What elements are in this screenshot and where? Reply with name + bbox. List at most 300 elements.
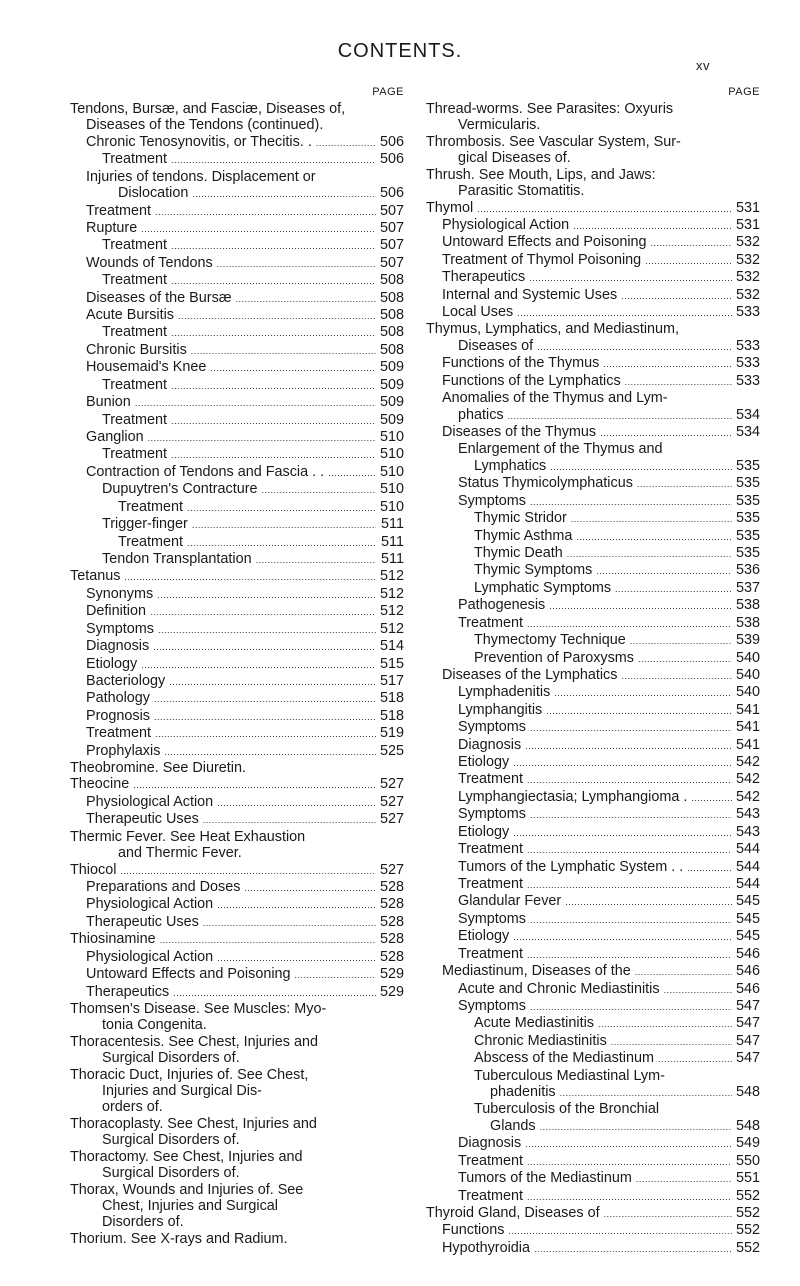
entry-text: phatics (458, 406, 504, 423)
dot-leader (550, 458, 732, 475)
entry-text: Symptoms (458, 997, 526, 1014)
toc-entry (70, 117, 404, 133)
entry-text: Thymol (426, 199, 474, 216)
contents-column-left (70, 84, 404, 1247)
entry-text: Untoward Effects and Poisoning (442, 234, 647, 251)
toc-entry (426, 493, 760, 510)
toc-entry (426, 373, 760, 390)
toc-entry (70, 586, 404, 603)
dot-leader (171, 151, 376, 168)
toc-entry (426, 911, 760, 928)
entry-page-number: 552 (735, 1239, 760, 1256)
dot-leader (178, 307, 376, 324)
toc-entry (70, 1083, 404, 1099)
toc-entry (426, 789, 760, 806)
toc-entry (426, 597, 760, 614)
dot-leader (295, 966, 376, 983)
toc-entry (426, 1170, 760, 1187)
entry-text: Diseases of the Tendons (continued). (86, 117, 324, 134)
dot-leader (171, 446, 376, 463)
entry-text: Thiosinamine (70, 931, 156, 948)
dot-leader (169, 673, 376, 690)
entry-text: Etiology (86, 655, 138, 672)
entry-text: Lymphadenitis (458, 684, 551, 701)
entry-text: Untoward Effects and Poisoning (86, 966, 291, 983)
entry-text: Thrombosis. See Vascular System, Sur- (426, 133, 681, 150)
toc-entry (70, 272, 404, 289)
dot-leader (217, 949, 376, 966)
toc-entry (426, 167, 760, 183)
entry-page-number: 509 (379, 411, 404, 428)
toc-entry (426, 737, 760, 754)
entry-text: Disorders of. (102, 1214, 184, 1231)
entry-page-number: 540 (735, 666, 760, 683)
dot-leader (316, 134, 376, 151)
toc-entry (70, 359, 404, 376)
dot-leader (171, 377, 376, 394)
toc-entry (70, 673, 404, 690)
entry-text: Etiology (458, 754, 510, 771)
toc-entry (70, 324, 404, 341)
entry-text: Symptoms (458, 910, 526, 927)
toc-entry (426, 183, 760, 199)
dot-leader (217, 896, 376, 913)
dot-leader (141, 656, 376, 673)
dot-leader (192, 516, 376, 533)
entry-page-number: 517 (379, 672, 404, 689)
dot-leader (603, 355, 732, 372)
entry-list (426, 101, 760, 1257)
toc-entry (70, 237, 404, 254)
toc-entry (70, 1182, 404, 1198)
dot-leader (187, 534, 376, 551)
entry-text: Etiology (458, 928, 510, 945)
toc-entry (70, 185, 404, 202)
entry-text: Treatment (118, 533, 184, 550)
toc-entry (70, 1099, 404, 1115)
entry-page-number: 531 (735, 216, 760, 233)
dot-leader (560, 1084, 732, 1101)
entry-text: Tuberculous Mediastinal Lym- (474, 1067, 665, 1084)
toc-entry (426, 287, 760, 304)
entry-text: Tendon Transplantation (102, 550, 252, 567)
entry-text: Theocine (70, 776, 130, 793)
entry-text: Treatment (458, 771, 524, 788)
entry-text: Trigger-finger (102, 516, 188, 533)
toc-entry (70, 829, 404, 845)
entry-page-number: 508 (379, 341, 404, 358)
entry-text: Etiology (458, 823, 510, 840)
entry-text: Synonyms (86, 585, 154, 602)
entry-page-number: 511 (381, 550, 404, 567)
entry-text: Chronic Bursitis (86, 341, 187, 358)
entry-text: tonia Congenita. (102, 1017, 207, 1034)
toc-entry (70, 568, 404, 585)
entry-page-number: 528 (379, 931, 404, 948)
entry-text: Dupuytren's Contracture (102, 481, 258, 498)
toc-entry (70, 101, 404, 117)
entry-text: Dislocation (118, 185, 189, 202)
entry-text: Treatment (458, 945, 524, 962)
entry-text: Anomalies of the Thymus and Lym- (442, 390, 668, 407)
entry-page-number: 525 (379, 742, 404, 759)
toc-entry (426, 321, 760, 337)
toc-entry (70, 966, 404, 983)
entry-text: Internal and Systemic Uses (442, 286, 618, 303)
entry-text: Symptoms (458, 492, 526, 509)
entry-page-number: 549 (735, 1135, 760, 1152)
entry-text: Parasitic Stomatitis. (458, 183, 585, 200)
entry-page-number: 519 (379, 725, 404, 742)
entry-page-number: 528 (379, 878, 404, 895)
dot-leader (154, 708, 376, 725)
toc-entry (426, 719, 760, 736)
dot-leader (527, 1188, 732, 1205)
entry-text: Thoractomy. See Chest, Injuries and (70, 1148, 303, 1165)
entry-page-number: 532 (735, 234, 760, 251)
entry-text: Ganglion (86, 429, 144, 446)
dot-leader (262, 481, 376, 498)
entry-page-number: 534 (735, 424, 760, 441)
dot-leader (203, 914, 376, 931)
entry-page-number: 527 (379, 811, 404, 828)
entry-page-number: 509 (379, 394, 404, 411)
entry-page-number: 541 (735, 701, 760, 718)
entry-text: Prevention of Paroxysms (474, 649, 634, 666)
toc-entry (426, 117, 760, 133)
entry-text: Tumors of the Mediastinum (458, 1170, 632, 1187)
entry-text: Treatment (458, 875, 524, 892)
entry-text: Thomsen's Disease. See Muscles: Myo- (70, 1000, 327, 1017)
toc-entry (426, 1118, 760, 1135)
entry-page-number: 552 (735, 1187, 760, 1204)
toc-entry (70, 896, 404, 913)
entry-text: Chronic Tenosynovitis, or Thecitis. . (86, 133, 312, 150)
toc-entry (426, 876, 760, 893)
entry-page-number: 539 (735, 632, 760, 649)
entry-text: and Thermic Fever. (118, 845, 242, 862)
entry-page-number: 510 (379, 429, 404, 446)
dot-leader (124, 568, 376, 585)
entry-text: Acute Bursitis (86, 307, 174, 324)
toc-entry (426, 946, 760, 963)
dot-leader (546, 702, 732, 719)
toc-entry (426, 981, 760, 998)
entry-text: Acute and Chronic Mediastinitis (458, 980, 660, 997)
toc-entry (70, 1132, 404, 1148)
toc-entry (426, 150, 760, 166)
toc-entry (70, 1214, 404, 1230)
entry-text: Local Uses (442, 304, 514, 321)
entry-text: Tuberculosis of the Bronchial (474, 1101, 660, 1118)
dot-leader (549, 597, 732, 614)
dot-leader (150, 603, 376, 620)
dot-leader (160, 931, 376, 948)
toc-entry (70, 656, 404, 673)
toc-entry (70, 811, 404, 828)
dot-leader (120, 862, 376, 879)
toc-entry (426, 580, 760, 597)
entry-text: gical Diseases of. (458, 150, 571, 167)
entry-page-number: 515 (379, 655, 404, 672)
entry-text: Physiological Action (86, 793, 214, 810)
dot-leader (636, 1170, 732, 1187)
entry-page-number: 546 (735, 980, 760, 997)
entry-page-number: 541 (735, 719, 760, 736)
entry-text: Diseases of (458, 337, 534, 354)
entry-page-number: 552 (735, 1205, 760, 1221)
toc-entry (426, 684, 760, 701)
entry-text: Physiological Action (442, 216, 570, 233)
entry-text: Physiological Action (86, 948, 214, 965)
toc-entry (426, 510, 760, 527)
toc-entry (70, 1165, 404, 1181)
toc-entry (426, 650, 760, 667)
entry-text: Glandular Fever (458, 893, 562, 910)
toc-entry (70, 516, 404, 533)
entry-page-number: 532 (735, 251, 760, 268)
entry-text: Thoracoplasty. See Chest, Injuries and (70, 1115, 317, 1132)
toc-entry (426, 632, 760, 649)
dot-leader (687, 859, 732, 876)
dot-leader (527, 841, 732, 858)
entry-text: Prophylaxis (86, 742, 161, 759)
entry-page-number: 540 (735, 684, 760, 701)
toc-entry (426, 893, 760, 910)
dot-leader (155, 203, 376, 220)
dot-leader (596, 562, 732, 579)
entry-page-number: 548 (735, 1084, 760, 1101)
toc-entry (426, 252, 760, 269)
toc-entry (426, 338, 760, 355)
toc-entry (70, 1017, 404, 1033)
toc-entry (426, 754, 760, 771)
entry-text: Treatment (458, 1187, 524, 1204)
dot-leader (691, 789, 732, 806)
entry-text: Hypothyroidia (442, 1239, 530, 1256)
dot-leader (210, 359, 376, 376)
page-number: xv (696, 58, 710, 73)
dot-leader (600, 424, 732, 441)
entry-page-number: 507 (379, 237, 404, 254)
toc-entry (426, 304, 760, 321)
dot-leader (664, 981, 732, 998)
toc-entry (426, 355, 760, 372)
entry-text: Treatment (102, 446, 168, 463)
entry-page-number: 532 (735, 269, 760, 286)
entry-page-number: 511 (381, 533, 404, 550)
entry-page-number: 542 (735, 754, 760, 771)
entry-text: Prognosis (86, 707, 150, 724)
entry-text: Rupture (86, 219, 138, 236)
dot-leader (658, 1050, 732, 1067)
toc-entry (70, 134, 404, 151)
entry-text: Diagnosis (86, 638, 150, 655)
toc-entry (70, 984, 404, 1001)
dot-leader (171, 237, 376, 254)
page-column-heading: PAGE (372, 86, 404, 98)
entry-page-number: 528 (379, 948, 404, 965)
entry-page-number: 518 (379, 707, 404, 724)
toc-entry (426, 1205, 760, 1222)
toc-entry (426, 1153, 760, 1170)
entry-text: Surgical Disorders of. (102, 1132, 240, 1149)
toc-entry (426, 1084, 760, 1101)
dot-leader (621, 287, 732, 304)
toc-entry (426, 1135, 760, 1152)
entry-text: Preparations and Doses (86, 878, 241, 895)
entry-page-number: 512 (379, 620, 404, 637)
toc-entry (426, 269, 760, 286)
entry-text: Thymic Symptoms (474, 562, 593, 579)
toc-entry (426, 963, 760, 980)
dot-leader (217, 794, 376, 811)
dot-leader (508, 1222, 732, 1239)
dot-leader (565, 893, 732, 910)
toc-entry (70, 743, 404, 760)
toc-entry (70, 690, 404, 707)
toc-entry (426, 928, 760, 945)
entry-text: Treatment (118, 498, 184, 515)
dot-leader (154, 690, 376, 707)
entry-page-number: 531 (735, 199, 760, 216)
entry-text: Bunion (86, 394, 131, 411)
entry-text: Thymectomy Technique (474, 632, 626, 649)
entry-page-number: 535 (735, 527, 760, 544)
toc-entry (426, 1033, 760, 1050)
toc-entry (426, 1188, 760, 1205)
entry-text: Thread-worms. See Parasites: Oxyuris (426, 101, 674, 117)
toc-entry (70, 551, 404, 568)
entry-text: Thorium. See X-rays and Radium. (70, 1230, 288, 1247)
entry-text: Thermic Fever. See Heat Exhaustion (70, 828, 306, 845)
entry-text: Status Thymicolymphaticus (458, 475, 633, 492)
entry-page-number: 508 (379, 324, 404, 341)
entry-text: Definition (86, 603, 146, 620)
entry-text: Thymic Death (474, 544, 563, 561)
toc-entry (70, 879, 404, 896)
dot-leader (530, 911, 732, 928)
toc-entry (70, 914, 404, 931)
dot-leader (153, 638, 376, 655)
dot-leader (630, 632, 732, 649)
toc-entry (426, 407, 760, 424)
toc-entry (70, 255, 404, 272)
entry-text: Treatment (102, 272, 168, 289)
entry-page-number: 527 (379, 861, 404, 878)
dot-leader (244, 879, 376, 896)
entry-text: Treatment (458, 1152, 524, 1169)
entry-page-number: 514 (379, 638, 404, 655)
entry-page-number: 506 (379, 151, 404, 168)
entry-text: Functions (442, 1222, 505, 1239)
toc-entry (70, 412, 404, 429)
entry-text: Diseases of the Thymus (442, 424, 597, 441)
dot-leader (645, 252, 732, 269)
dot-leader (529, 269, 732, 286)
entry-text: Theobromine. See Diuretin. (70, 760, 246, 777)
page-title: CONTENTS. (337, 40, 463, 62)
dot-leader (508, 407, 732, 424)
entry-page-number: 510 (379, 498, 404, 515)
entry-text: Pathology (86, 690, 151, 707)
dot-leader (534, 1240, 732, 1257)
entry-page-number: 543 (735, 823, 760, 840)
entry-text: Abscess of the Mediastinum (474, 1050, 654, 1067)
entry-text: Treatment (458, 614, 524, 631)
toc-entry (70, 203, 404, 220)
dot-leader (576, 528, 732, 545)
entry-text: Diseases of the Lymphatics (442, 666, 618, 683)
entry-text: Bacteriology (86, 672, 166, 689)
entry-text: Treatment (102, 151, 168, 168)
dot-leader (525, 737, 732, 754)
toc-entry (70, 949, 404, 966)
dot-leader (530, 998, 732, 1015)
entry-page-number: 533 (735, 337, 760, 354)
dot-leader (157, 586, 376, 603)
entry-text: Treatment (102, 411, 168, 428)
entry-page-number: 533 (735, 304, 760, 321)
entry-page-number: 509 (379, 376, 404, 393)
toc-entry (70, 776, 404, 793)
entry-text: Glands (490, 1117, 536, 1134)
dot-leader (527, 1153, 732, 1170)
entry-text: Functions of the Lymphatics (442, 372, 621, 389)
dot-leader (192, 185, 376, 202)
entry-text: Treatment (86, 202, 152, 219)
dot-leader (651, 234, 732, 251)
contents-column-right (426, 84, 760, 1257)
entry-page-number: 545 (735, 893, 760, 910)
entry-page-number: 534 (735, 406, 760, 423)
entry-page-number: 538 (735, 614, 760, 631)
toc-entry (70, 499, 404, 516)
toc-entry (70, 725, 404, 742)
toc-entry (70, 1116, 404, 1132)
entry-page-number: 532 (735, 286, 760, 303)
dot-leader (135, 394, 376, 411)
dot-leader (530, 493, 732, 510)
entry-text: phadenitis (490, 1084, 556, 1101)
entry-text: Treatment (86, 725, 152, 742)
dot-leader (530, 806, 732, 823)
entry-page-number: 535 (735, 544, 760, 561)
toc-entry (426, 424, 760, 441)
entry-text: Thrush. See Mouth, Lips, and Jaws: (426, 166, 656, 183)
entry-page-number: 543 (735, 806, 760, 823)
dot-leader (217, 255, 376, 272)
entry-text: Thorax, Wounds and Injuries of. See (70, 1181, 304, 1198)
toc-entry (70, 862, 404, 879)
entry-text: Therapeutic Uses (86, 811, 199, 828)
entry-page-number: 552 (735, 1222, 760, 1239)
toc-entry (426, 1222, 760, 1239)
toc-entry (70, 1067, 404, 1083)
dot-leader (530, 719, 732, 736)
entry-text: Mediastinum, Diseases of the (442, 963, 631, 980)
entry-page-number: 507 (379, 254, 404, 271)
entry-text: Surgical Disorders of. (102, 1050, 240, 1067)
dot-leader (236, 290, 376, 307)
entry-text: Treatment of Thymol Poisoning (442, 251, 642, 268)
toc-entry (70, 621, 404, 638)
toc-entry (426, 771, 760, 788)
toc-entry (426, 824, 760, 841)
entry-text: Lymphangiectasia; Lymphangioma . (458, 788, 688, 805)
entry-text: Treatment (102, 237, 168, 254)
dot-leader (573, 217, 732, 234)
